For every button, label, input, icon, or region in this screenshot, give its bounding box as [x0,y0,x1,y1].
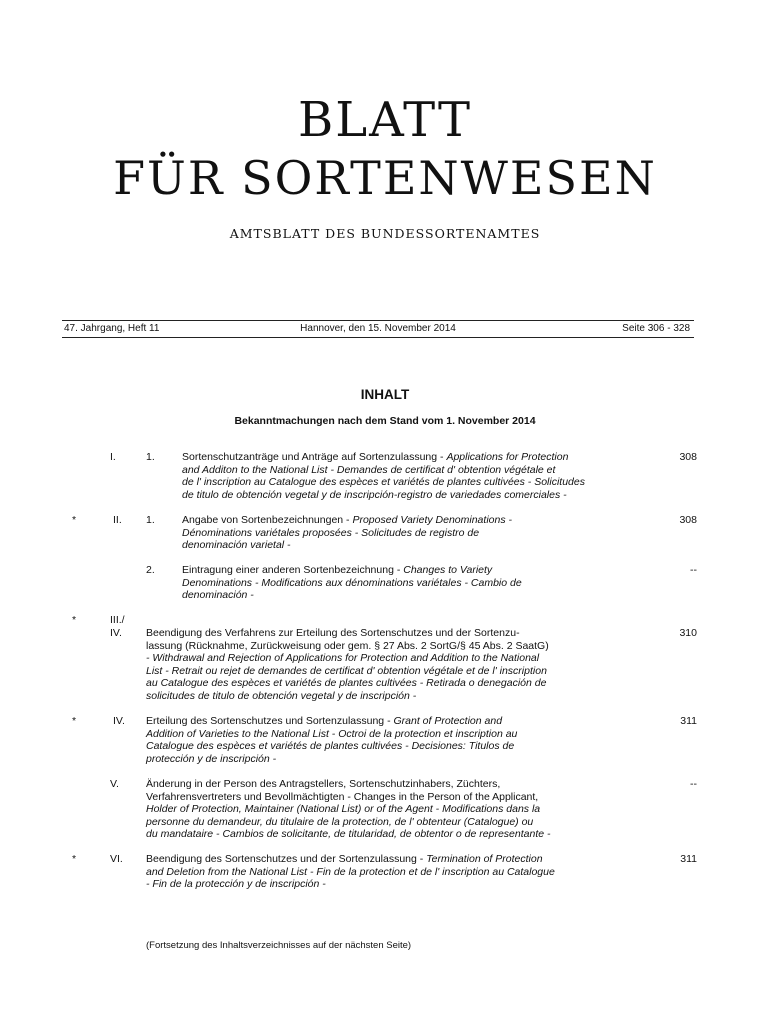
toc-number: 2. [146,564,155,576]
toc-text [146,778,666,841]
toc-line: and Deletion from the National List - Fin de la protection et de l' inscription au Catalogue [146,865,555,878]
toc-line: Erteilung des Sortenschutzes und Sortenzulassung - Grant of Protection and [146,715,503,727]
toc-line: Denominations - Modifications aux dénominations variétales - Cambio de [182,576,522,589]
toc-text [182,514,670,552]
toc-line: Änderung in der Person des Antragstellers, Sortenschutzinhabers, Züchters, [146,778,501,790]
contents-subheading: Bekanntmachungen nach dem Stand vom 1. November 2014 [234,415,536,427]
toc-line: Holder of Protection, Maintainer (National List) or of the Agent - Modifications dans la [146,803,541,815]
toc-star: * [72,614,77,626]
contents-heading: INHALT [360,387,410,402]
toc-roman: I. [110,451,116,463]
toc-line: lassung (Rücknahme, Zurückweisung oder gem. § 27 Abs. 2 SortG/§ 45 Abs. 2 SaatG) [146,639,549,652]
issue-number: 47. Jahrgang, Heft 11 [64,323,160,334]
toc-line: du mandataire - Cambios de solicitante, de titularidad, de obtentor o de representante - [146,828,551,840]
toc-page: -- [690,564,697,576]
toc-line: de l' inscription au Catalogue des espèces et variétés de plantes cultivées - Solicitudes [182,476,585,488]
toc-roman: III./ [110,614,125,626]
subtitle: AMTSBLATT DES BUNDESSORTENAMTES [229,226,541,241]
toc-line: Eintragung einer anderen Sortenbezeichnung - Changes to Variety [182,564,493,576]
toc-line: denominación - [182,589,254,601]
toc-line: personne du demandeur, du titulaire de la protection, de l' obtenteur (Catalogue) ou [146,815,534,828]
toc-line: Sortenschutzanträge und Anträge auf Sortenzulassung - Applications for Protection [182,451,569,463]
toc-line: de titulo de obtención vegetal y de inscripción-registro de variedades comerciales - [182,488,567,501]
toc-line: Angabe von Sortenbezeichnungen - Proposed Variety Denominations - [182,514,512,526]
toc-line: Catalogue des espèces et variétés de plantes cultivées - Decisiones: Titulos de [146,740,515,752]
toc-line: Beendigung des Sortenschutzes und der Sortenzulassung - Termination of Protection [146,853,543,865]
toc-page: 311 [680,715,697,727]
toc-star: * [72,853,77,865]
toc-line: Verfahrensvertreters und Bevollmächtigten - Changes in the Person of the Applicant, [146,790,539,803]
toc-text [146,627,666,702]
title-line-1: BLATT [297,92,473,148]
toc-text [182,451,670,501]
toc-line: Addition of Varieties to the National List - Octroi de la protection et inscription au [146,727,518,740]
toc-roman: IV. [113,715,125,727]
toc-roman: VI. [110,853,123,865]
toc-page: -- [690,778,697,790]
place-date: Hannover, den 15. November 2014 [300,323,456,334]
toc-number: 1. [146,514,155,526]
toc-page: 308 [679,451,697,463]
toc-roman: II. [113,514,122,526]
toc-roman-continued: IV. [110,627,122,639]
toc-number: 1. [146,451,155,463]
toc-line: Beendigung des Verfahrens zur Erteilung des Sortenschutzes und der Sortenzu- [146,627,520,639]
toc-roman: V. [110,778,119,790]
toc-line: and Additon to the National List - Demandes de certificat d' obtention végétale et [182,463,556,476]
toc-line: protección y de inscripción - [146,752,277,765]
toc-line: denominación varietal - [182,539,291,551]
toc-line: au Catalogue des espèces et variétés de plantes cultivées - Retirada o denegación de [146,677,547,689]
toc-line: Dénominations variétales proposées - Solicitudes de registro de [182,526,480,539]
masthead-top-rule [62,320,694,321]
masthead [62,322,694,336]
toc-page: 311 [680,853,697,865]
toc-text [146,853,666,891]
toc-line: List - Retrait ou rejet de demandes de certificat d' obtention végétale et de l' inscription [146,664,547,677]
toc-page: 308 [679,514,697,526]
toc-star: * [72,514,77,526]
toc-page: 310 [679,627,697,639]
toc-line: solicitudes de titulo de obtención vegetal y de inscripción - [146,689,417,702]
toc-line: - Fin de la protección y de inscripción - [146,878,326,890]
continuation-note: (Fortsetzung des Inhaltsverzeichnisses auf der nächsten Seite) [146,940,412,951]
masthead-bottom-rule [62,337,694,338]
toc-text [182,564,670,602]
page-range: Seite 306 - 328 [622,323,690,334]
title-line-2: FÜR SORTENWESEN [113,151,657,205]
toc-text [146,715,666,765]
toc-star: * [72,715,77,727]
toc-line: - Withdrawal and Rejection of Applications for Protection and Addition to the National [146,652,540,664]
